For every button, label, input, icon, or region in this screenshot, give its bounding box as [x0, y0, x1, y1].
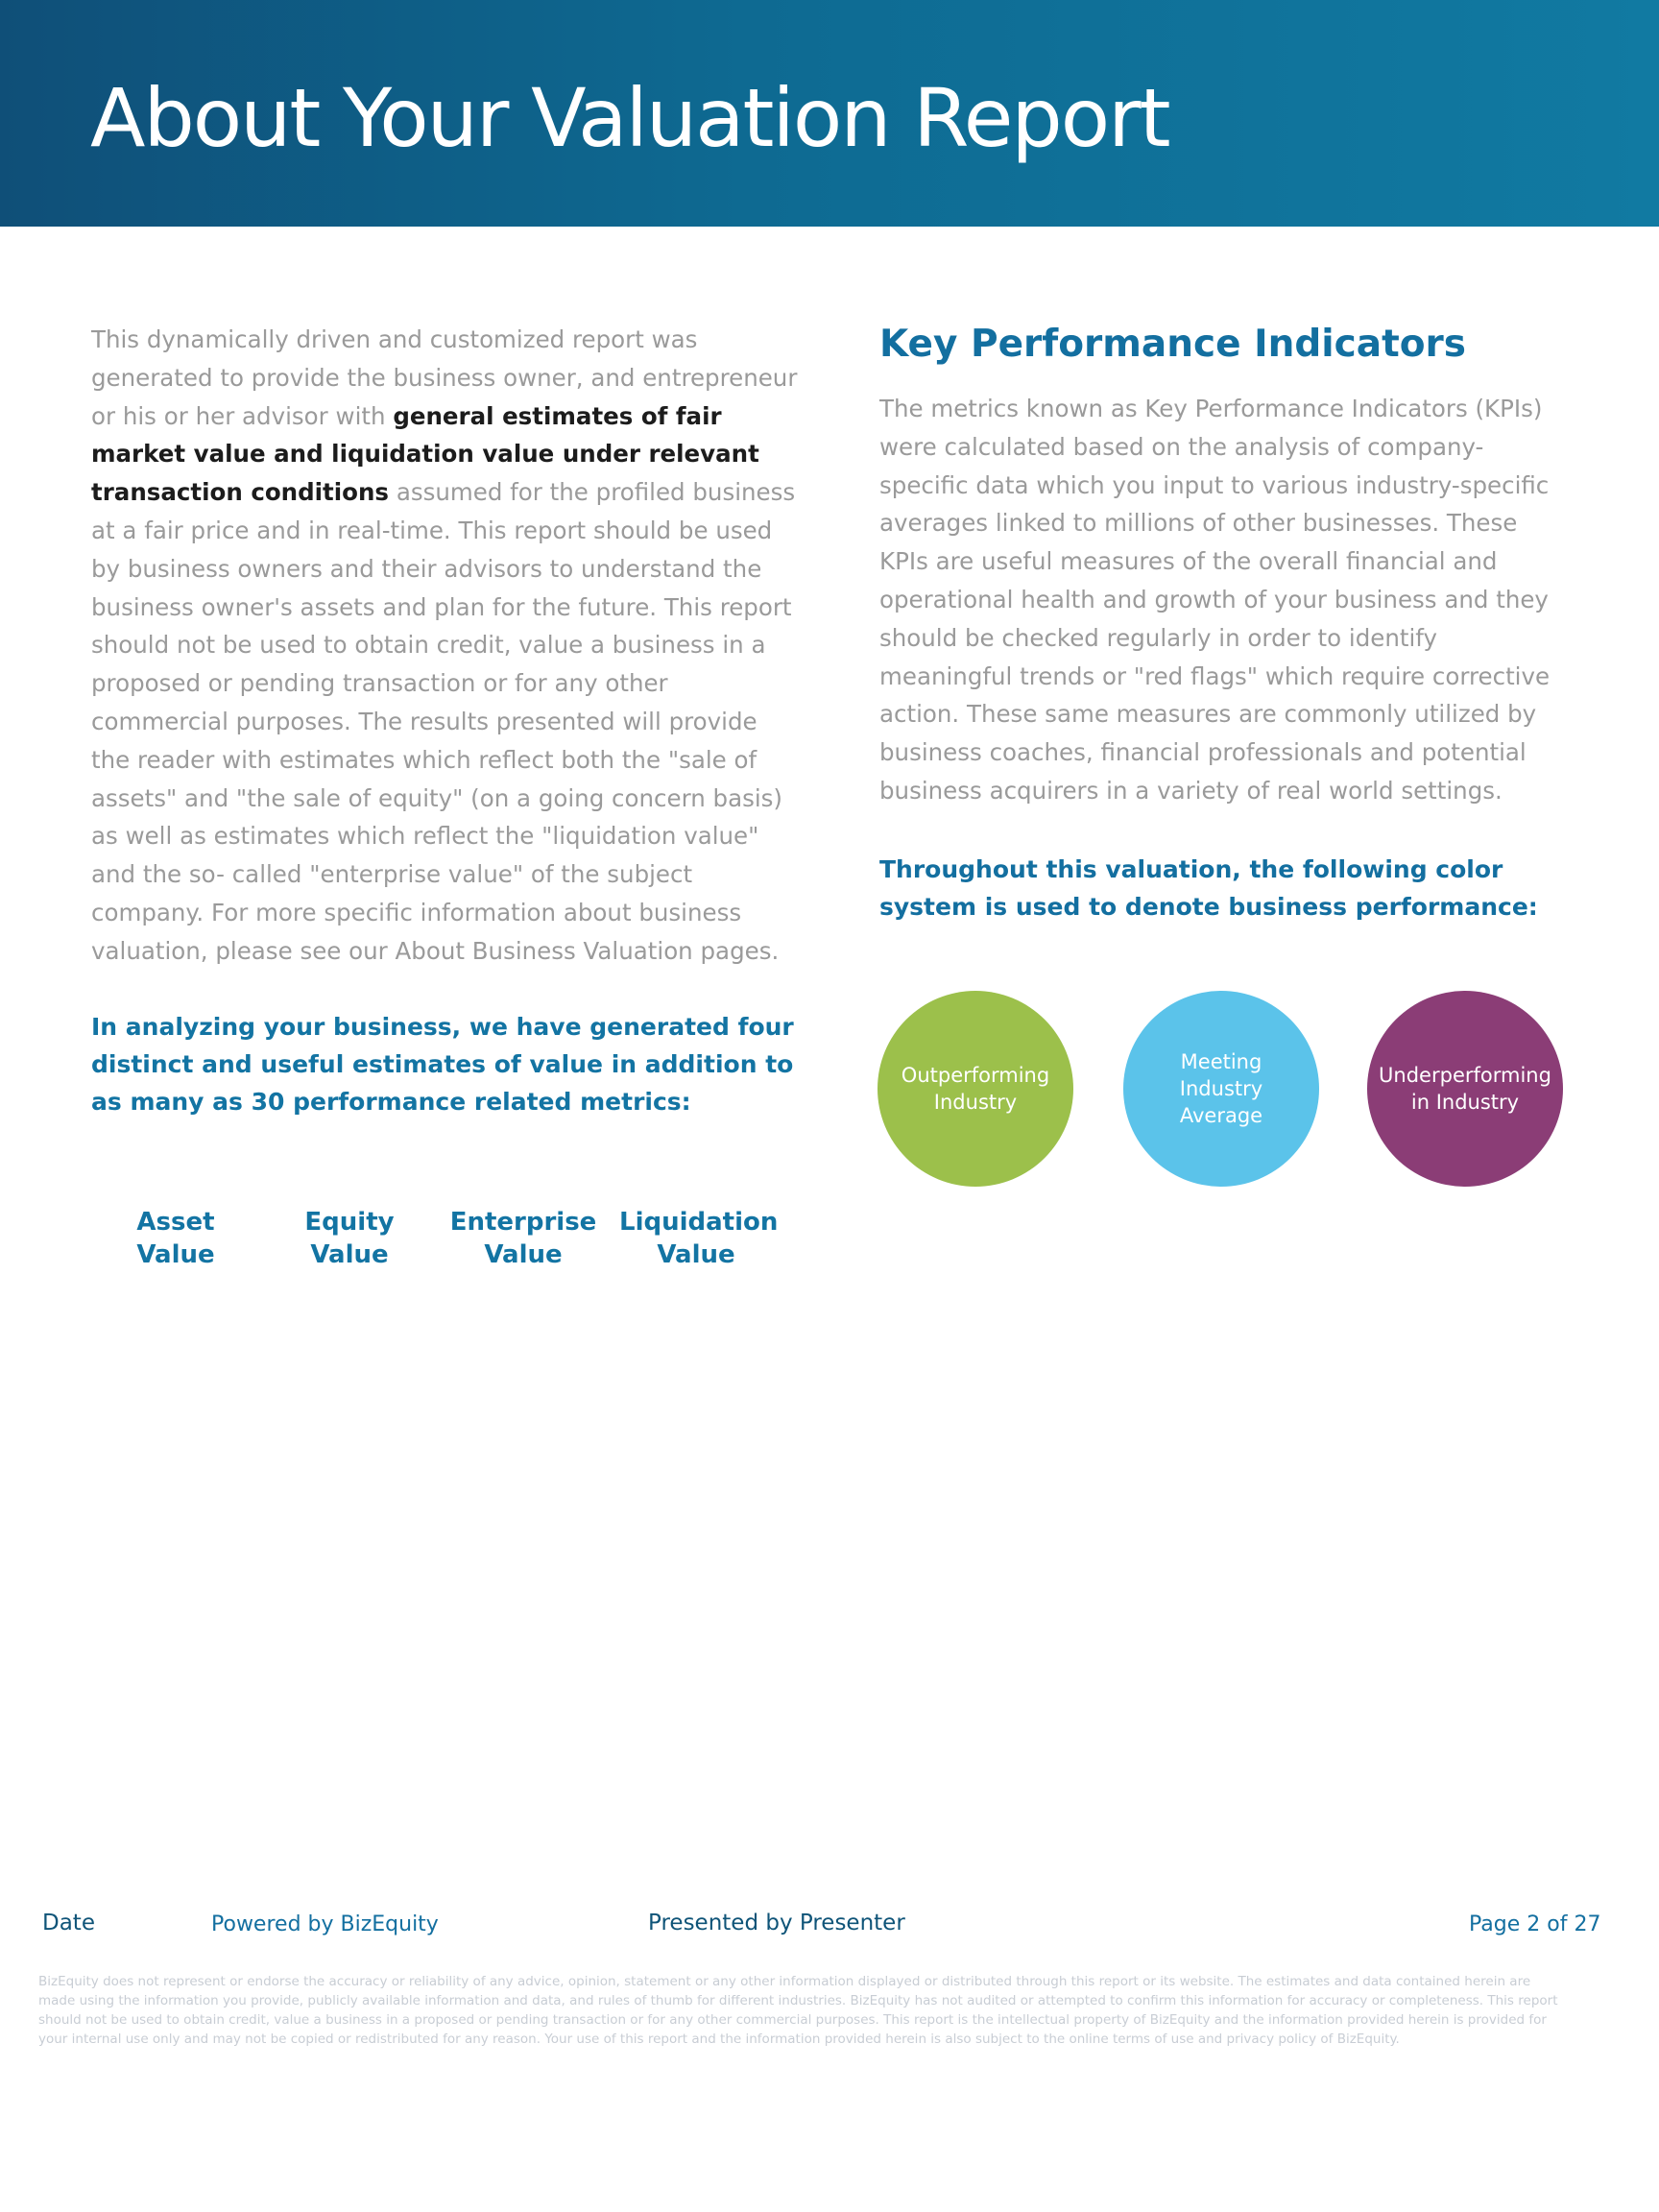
value-line: Value: [657, 1240, 735, 1269]
intro-bold-text: general estimates of fair market value and liquidation value under relevant transaction conditions: [91, 401, 759, 507]
circle-line: Average: [1179, 1104, 1263, 1127]
equity-value-label: [273, 1206, 426, 1271]
page-footer: [0, 1901, 1659, 1959]
circle-line: Industry: [1179, 1077, 1263, 1100]
value-line: Enterprise: [449, 1208, 597, 1237]
intro-paragraph: [91, 321, 802, 971]
value-estimates: [96, 1206, 787, 1283]
kpi-paragraph: The metrics known as Key Performance Indicators (KPIs) were calculated based on the analysis of company-specific data which you input to various industry-specific averages linked to millions of other businesses. These KPIs are useful measures of the overall financial and operational health and growth of your business and they should be checked regularly in order to identify meaningful trends or "red flags" which require corrective action. These same measures are commonly utilized by business coaches, financial professionals and potential business acquirers in a variety of real world settings.: [879, 395, 1551, 805]
circle-line: in Industry: [1410, 1091, 1520, 1114]
value-line: Equity: [304, 1208, 395, 1237]
footer-presented-by: Presented by Presenter: [648, 1911, 905, 1936]
intro-text-start: This dynamically driven and customized report was generated to provide the business owner, and entrepreneur or his or her advisor with: [91, 325, 798, 430]
intro-text-end: assumed for the profiled business at a fair price and in real-time. This report should be used by business owners and their advisors to understand the business owner's assets and plan for the future. This report should not be used to obtain credit, value a business in a proposed or pending transaction or for any other commercial purposes. The results presented will provide the reader with estimates which reflect both the "sale of assets" and "the sale of equity" (on a going concern basis) as well as estimates which reflect the "liquidation value" and the so- called "enterprise value" of the subject company. For more specific information about business valuation, please see our About Business Valuation pages.: [91, 478, 796, 965]
page-title: About Your Valuation Report: [90, 71, 1169, 165]
footer-powered-by: Powered by BizEquity: [211, 1912, 439, 1936]
outperforming-circle: [878, 991, 1073, 1187]
page-header: [0, 0, 1659, 227]
value-line: Value: [310, 1240, 389, 1269]
value-line: Value: [136, 1240, 215, 1269]
asset-value-label: [99, 1206, 252, 1271]
underperforming-circle: [1367, 991, 1563, 1187]
value-line: Value: [484, 1240, 563, 1269]
kpi-section: [879, 321, 1571, 810]
disclaimer-text: BizEquity does not represent or endorse the accuracy or reliability of any advice, opinion, statement or any other information displayed or distributed through this report or its website. The estimates and data contained herein are made using the information you provide, publicly available information and data, and rules of thumb for different industries. BizEquity has not audited or attempted to confirm this information for accuracy or completeness. This report should not be used to obtain credit, value a business in a proposed or pending transaction or for any other commercial purposes. This report is the intellectual property of BizEquity and the information provided herein is provided for your internal use only and may not be copied or redistributed for any reason. Your use of this report and the information provided herein is also subject to the online terms of use and privacy policy of BizEquity.: [38, 1974, 1558, 2047]
circle-line: Industry: [933, 1091, 1018, 1114]
color-system-lead: Throughout this valuation, the following color system is used to denote business performance:: [879, 855, 1538, 921]
footer-date: Date: [42, 1911, 95, 1936]
value-line: Asset: [136, 1208, 215, 1237]
liquidation-value-label: [619, 1206, 779, 1271]
meeting-average-circle: [1123, 991, 1319, 1187]
circle-line: Underperforming: [1379, 1064, 1551, 1087]
circle-line: Meeting: [1180, 1050, 1262, 1073]
value-line: Liquidation: [619, 1208, 779, 1237]
circle-line: Outperforming: [901, 1064, 1050, 1087]
kpi-title: Key Performance Indicators: [879, 323, 1466, 366]
intro-section: [91, 321, 802, 971]
enterprise-value-label: [446, 1206, 600, 1271]
estimates-lead: In analyzing your business, we have generated four distinct and useful estimates of value in addition to as many as 30 performance related metrics:: [91, 1013, 794, 1116]
footer-page-number: Page 2 of 27: [1469, 1912, 1601, 1936]
